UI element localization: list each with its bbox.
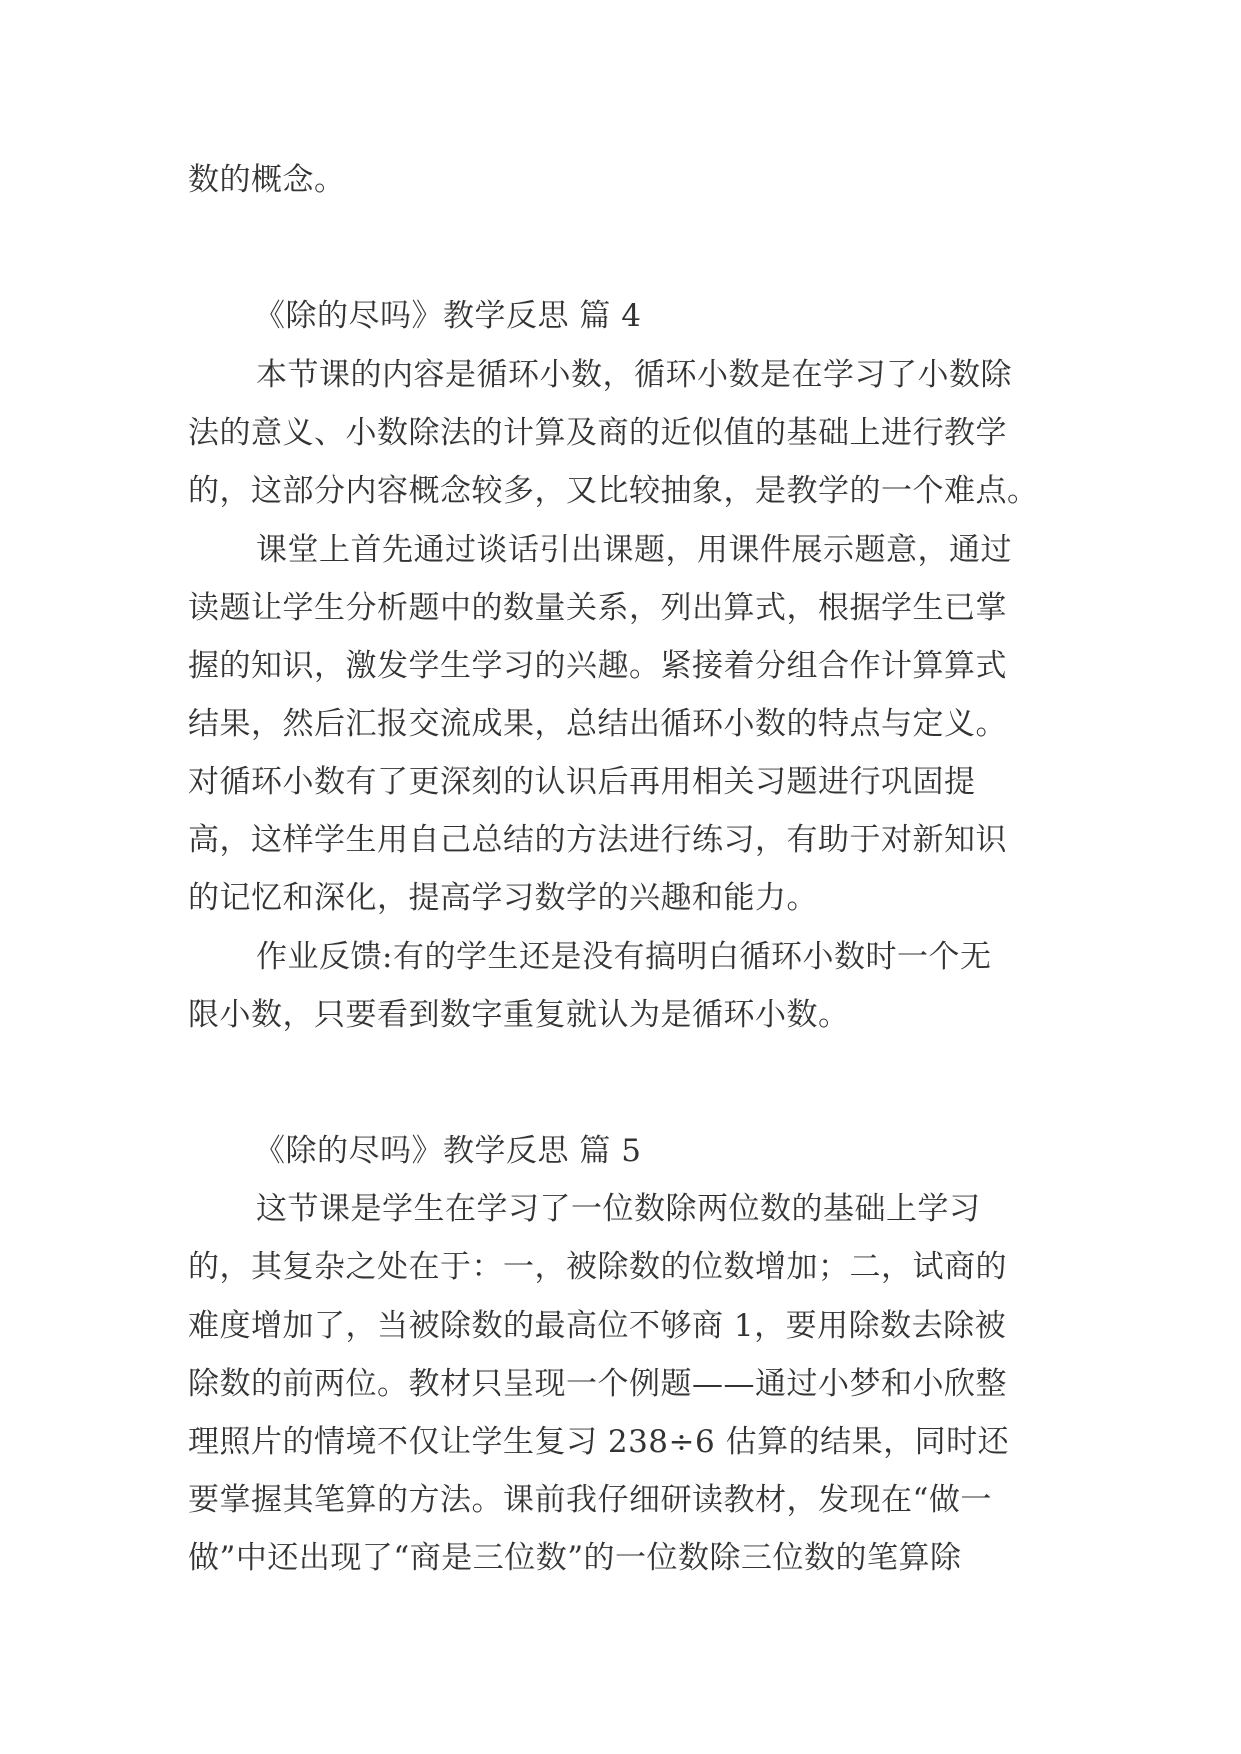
section-5-line: 理照片的情境不仅让学生复习 238÷6 估算的结果，同时还: [188, 1424, 1010, 1460]
section-5-line: 除数的前两位。教材只呈现一个例题——通过小梦和小欣整: [188, 1366, 1007, 1402]
section-5-line: 这节课是学生在学习了一位数除两位数的基础上学习: [256, 1191, 981, 1227]
section-5-line: 要掌握其笔算的方法。课前我仔细研读教材，发现在“做一: [188, 1482, 992, 1518]
section-4-line: 对循环小数有了更深刻的认识后再用相关习题进行巩固提: [188, 764, 976, 800]
section-4-line: 作业反馈:有的学生还是没有搞明白循环小数时一个无: [256, 939, 992, 975]
section-4-line: 高，这样学生用自己总结的方法进行练习，有助于对新知识: [188, 822, 1007, 858]
section-4-line: 读题让学生分析题中的数量关系，列出算式，根据学生已掌: [188, 590, 1007, 626]
section-5-heading: 《除的尽吗》教学反思 篇 5: [254, 1133, 642, 1169]
section-4-line: 结果，然后汇报交流成果，总结出循环小数的特点与定义。: [188, 706, 1007, 742]
section-4-line: 握的知识，激发学生学习的兴趣。紧接着分组合作计算算式: [188, 648, 1007, 684]
section-5-line: 的，其复杂之处在于：一，被除数的位数增加；二，试商的: [188, 1249, 1007, 1285]
section-4-heading: 《除的尽吗》教学反思 篇 4: [254, 298, 642, 334]
section-4-line: 本节课的内容是循环小数，循环小数是在学习了小数除: [256, 357, 1012, 393]
paragraph-tail: 数的概念。: [188, 162, 346, 198]
section-5-line: 做”中还出现了“商是三位数”的一位数除三位数的笔算除: [188, 1540, 962, 1576]
section-5-line: 难度增加了，当被除数的最高位不够商 1，要用除数去除被: [188, 1308, 1007, 1344]
section-4-line: 课堂上首先通过谈话引出课题，用课件展示题意，通过: [256, 532, 1012, 568]
section-4-line: 的记忆和深化，提高学习数学的兴趣和能力。: [188, 880, 818, 916]
section-4-line: 限小数，只要看到数字重复就认为是循环小数。: [188, 997, 850, 1033]
section-4-line: 的，这部分内容概念较多，又比较抽象，是教学的一个难点。: [188, 473, 1039, 509]
section-4-line: 法的意义、小数除法的计算及商的近似值的基础上进行教学: [188, 415, 1007, 451]
